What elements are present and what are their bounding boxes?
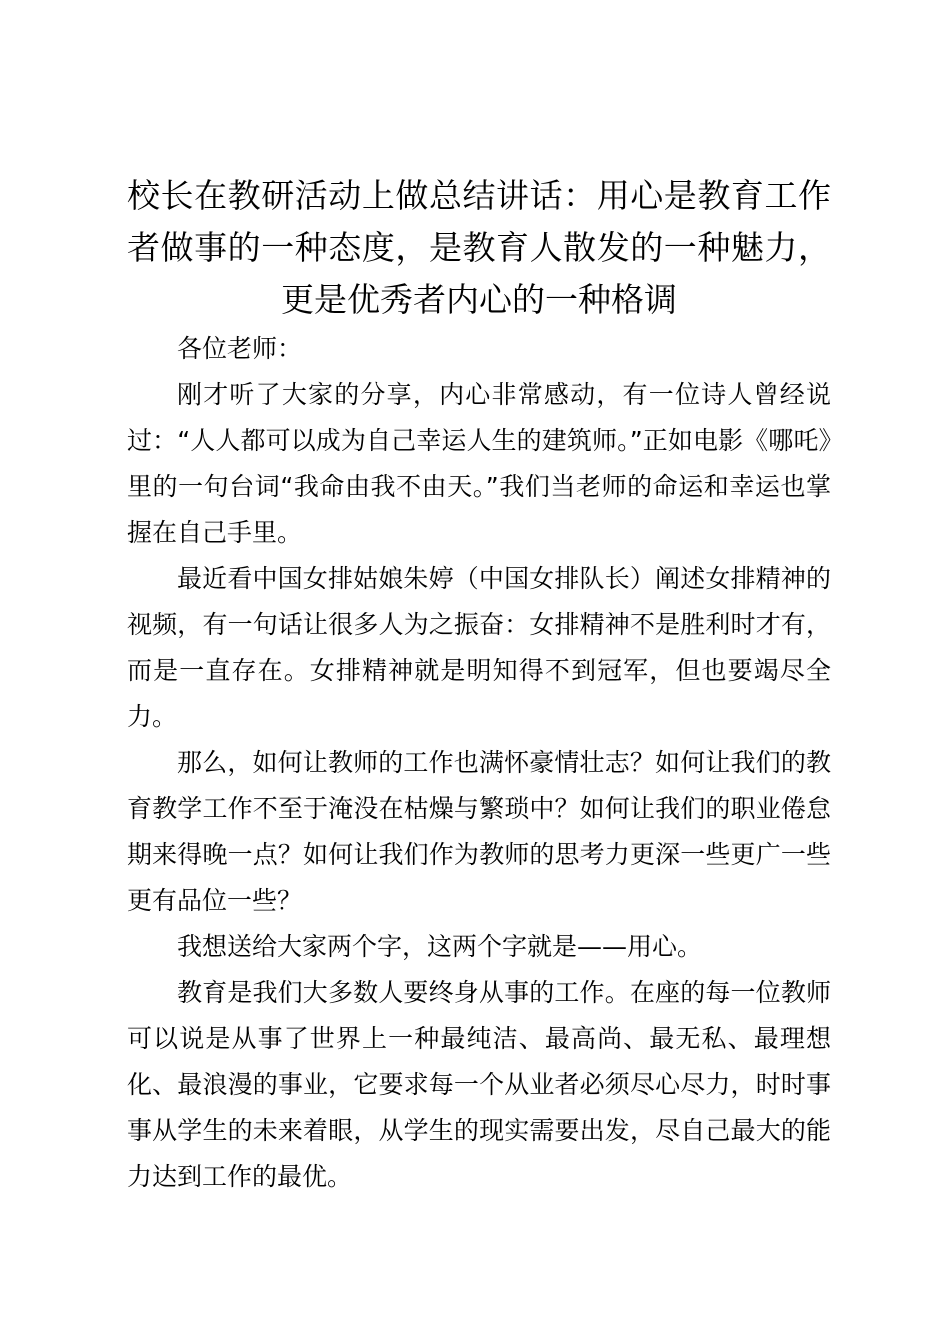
document-title: 校长在教研活动上做总结讲话：用心是教育工作者做事的一种态度，是教育人散发的一种魅力，更是优秀者内心的一种格调 [127, 176, 831, 319]
paragraph-2: 最近看中国女排姑娘朱婷（中国女排队长）阐述女排精神的视频，有一句话让很多人为之振奋：女排精神不是胜利时才有，而是一直存在。女排精神就是明知得不到冠军，但也要竭尽全力。 [127, 564, 831, 731]
paragraph-5: 教育是我们大多数人要终身从事的工作。在座的每一位教师可以说是从事了世界上一种最纯洁、最高尚、最无私、最理想化、最浪漫的事业，它要求每一个从业者必须尽心尽力，时时事事从学生的未来着眼，从学生的现实需要出发，尽自己最大的能力达到工作的最优。 [127, 978, 831, 1191]
paragraph-3: 那么，如何让教师的工作也满怀豪情壮志？如何让我们的教育教学工作不至于淹没在枯燥与繁琐中？如何让我们的职业倦怠期来得晚一点？如何让我们作为教师的思考力更深一些更广一些更有品位一些？ [127, 748, 831, 915]
paragraph-4: 我想送给大家两个字，这两个字就是——用心。 [177, 932, 703, 961]
paragraph-1: 刚才听了大家的分享，内心非常感动，有一位诗人曾经说过：“人人都可以成为自己幸运人生的建筑师。”正如电影《哪吒》里的一句台词“我命由我不由天。”我们当老师的命运和幸运也掌握在自己手里。 [127, 380, 831, 547]
salutation: 各位老师： [177, 334, 303, 363]
document-page [127, 170, 831, 1200]
